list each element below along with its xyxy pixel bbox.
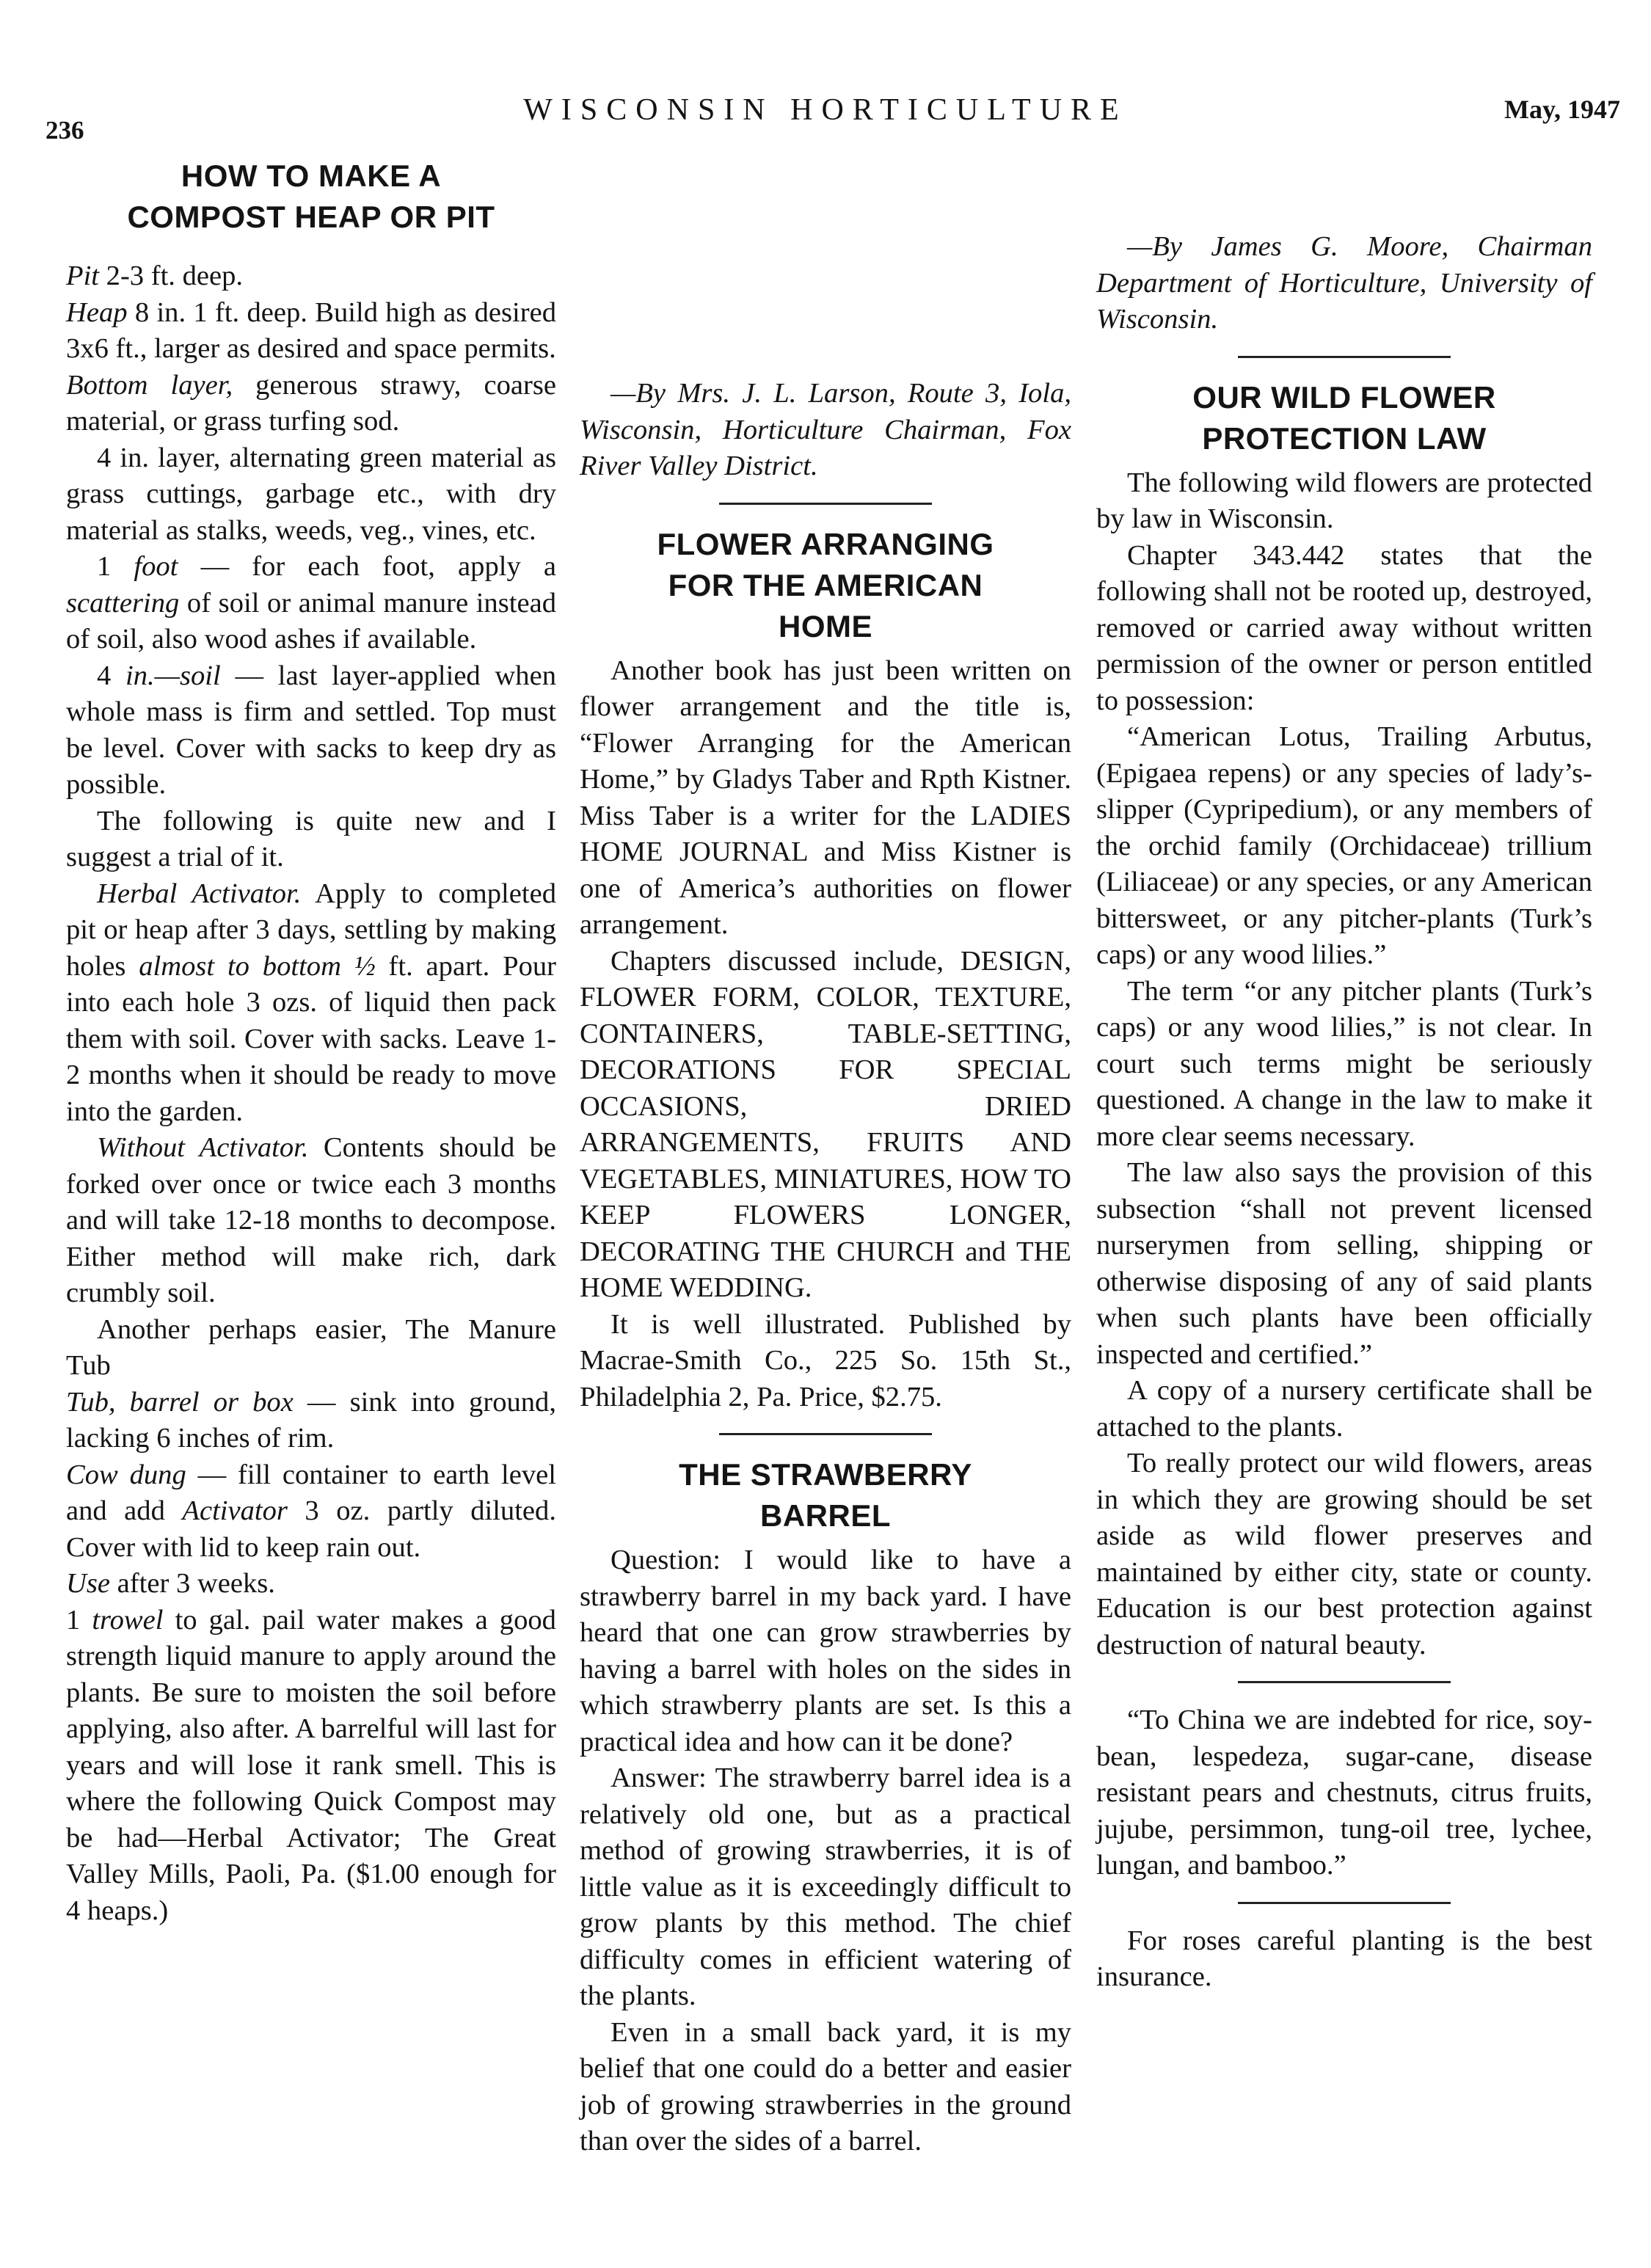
compost-another: Another perhaps easier, The Manure Tub (66, 1313, 556, 1381)
section-divider (1238, 1902, 1451, 1904)
section-divider (1238, 356, 1451, 358)
wildflower-p6: A copy of a nursery certificate shall be attached to the plants. (1096, 1375, 1592, 1443)
column-3 (1096, 156, 1592, 1996)
china-quote: “To China we are indebted for rice, soy-bean, lespedeza, sugar-cane, disease resistant pears and chestnuts, citrus fruits, jujube, persimmon, tung-oil tree, lychee, lungan, and bamboo.” (1096, 1704, 1592, 1881)
compost-soil: 4 in.—soil — last layer-applied when whole mass is firm and settled. Top must be level. Cover with sacks to keep dry as possible. (66, 660, 556, 800)
compost-bottom: Bottom layer, generous strawy, coarse material, or grass turfing sod. (66, 369, 556, 437)
strawberry-credit: —By James G. Moore, Chairman Department of Horticulture, University of Wisconsin. (1096, 231, 1592, 335)
issue-date: May, 1947 (1504, 95, 1620, 124)
section-divider (719, 1433, 932, 1435)
page-number: 236 (45, 116, 84, 145)
column-2 (580, 156, 1071, 2160)
strawberry-article (580, 1454, 1071, 2160)
strawberry-title: THE STRAWBERRY BARREL (679, 1457, 972, 1533)
compost-herbal: Herbal Activator. Apply to completed pit or heap after 3 days, settling by making holes almost to bottom ½ ft. apart. Pour into each hole 3 ozs. of liquid then pack them with soil. Cover with sacks. Leave 1-2 months when it should be ready to move into the garden. (66, 878, 557, 1127)
compost-pit: Pit 2-3 ft. deep. (66, 260, 244, 291)
strawberry-answer2: Even in a small back yard, it is my belief that one could do a better and easier job of growing strawberries in the ground than over the sides of a barrel. (580, 2016, 1071, 2156)
compost-title-line2: COMPOST HEAP OR PIT (127, 200, 495, 234)
compost-layer: 4 in. layer, alternating green material as grass cuttings, garbage etc., with dry material as stalks, weeds, veg., vines, etc. (66, 442, 556, 546)
strawberry-question: Question: I would like to have a strawberry barrel in my back yard. I have heard that one can grow strawberries by having a barrel with holes on the sides in which strawberry plants are set. Is this a practical idea and how can it be done? (580, 1545, 1071, 1757)
compost-credit: —By Mrs. J. L. Larson, Route 3, Iola, Wisconsin, Horticulture Chairman, Fox River Valley District. (580, 378, 1071, 481)
section-divider (719, 503, 932, 505)
wildflower-article (1096, 377, 1592, 1664)
wildflower-p2: Chapter 343.442 states that the following shall not be rooted up, destroyed, removed or carried away without written permission of the owner or person entitled to possession: (1096, 539, 1592, 716)
flower-p3: It is well illustrated. Published by Macrae-Smith Co., 225 So. 15th St., Philadelphia 2, Pa. Price, $2.75. (580, 1308, 1071, 1412)
flower-article (580, 524, 1071, 1416)
wildflower-p7: To really protect our wild flowers, areas in which they are growing should be set aside as wild flower preserves and maintained by either city, state or county. Education is our best protection against destruction of natural beauty. (1096, 1448, 1592, 1660)
compost-foot: 1 foot — for each foot, apply a scattering of soil or animal manure instead of soil, also wood ashes if available. (66, 551, 556, 654)
wildflower-p3: “American Lotus, Trailing Arbutus, (Epigaea repens) or any species of lady’s-slipper (Cypripedium), or any members of the orchid family (Orchidaceae) trillium (Liliaceae) or any species, or any American bittersweet, or any pitcher-plants (Turk’s caps) or any wood lilies.” (1096, 721, 1592, 970)
compost-title-line1: HOW TO MAKE A (181, 158, 442, 193)
strawberry-answer: Answer: The strawberry barrel idea is a relatively old one, but as a practical method of growing strawberries, it is of little value as it is exceedingly difficult to grow plants by this method. The chief difficulty comes in efficient watering of the plants. (580, 1762, 1071, 2011)
compost-title (66, 156, 556, 238)
compost-trowel: 1 trowel to gal. pail water makes a good strength liquid manure to apply around the plants. Be sure to moisten the soil before applying, also after. A barrelful will last for years and will lose it rank smell. This is where the following Quick Compost may be had—Herbal Activator; The Great Valley Mills, Paoli, Pa. ($1.00 enough for 4 heaps.) (66, 1604, 556, 1926)
wildflower-p5: The law also says the provision of this subsection “shall not prevent licensed nurserymen from selling, shipping or otherwise disposing of any of said plants when such plants have been officially inspected and certified.” (1096, 1157, 1592, 1370)
wildflower-title: OUR WILD FLOWER PROTECTION LAW (1192, 379, 1496, 456)
compost-without: Without Activator. Contents should be forked over once or twice each 3 months and will take 12-18 months to decompose. Either method will make rich, dark crumbly soil. (66, 1132, 556, 1308)
roses-note: For roses careful planting is the best insurance. (1096, 1925, 1592, 1992)
wildflower-p1: The following wild flowers are protected by law in Wisconsin. (1096, 467, 1592, 534)
compost-use: Use after 3 weeks. (66, 1568, 275, 1599)
compost-heap: Heap 8 in. 1 ft. deep. Build high as desired 3x6 ft., larger as desired and space permits. (66, 296, 556, 364)
column-1 (66, 156, 556, 1929)
compost-tub: Tub, barrel or box — sink into ground, lacking 6 inches of rim. (66, 1386, 556, 1454)
page-header (0, 87, 1651, 145)
compost-following: The following is quite new and I suggest a trial of it. (66, 805, 556, 872)
compost-article (66, 156, 556, 1929)
compost-cow: Cow dung — fill container to earth level and add Activator 3 oz. partly diluted. Cover with lid to keep rain out. (66, 1459, 556, 1563)
wildflower-p4: The term “or any pitcher plants (Turk’s caps) or any wood lilies,” is not clear. In court such terms might be seriously questioned. A change in the law to make it more clear seems necessary. (1096, 975, 1592, 1152)
flower-p1: Another book has just been written on flower arrangement and the title is, “Flower Arranging for the American Home,” by Gladys Taber and Rpth Kistner. Miss Taber is a writer for the LADIES HOME JOURNAL and Miss Kistner is one of America’s authorities on flower arrangement. (580, 654, 1071, 940)
flower-title: FLOWER ARRANGING FOR THE AMERICAN HOME (657, 526, 994, 643)
flower-p2: Chapters discussed include, DESIGN, FLOWER FORM, COLOR, TEXTURE, CONTAINERS, TABLE-SETTING, DECORATIONS FOR SPECIAL OCCASIONS, DRIED ARRANGEMENTS, FRUITS AND VEGETABLES, MINIATURES, HOW TO KEEP FLOWERS LONGER, DECORATING THE CHURCH and THE HOME WEDDING. (580, 945, 1071, 1303)
running-head: WISCONSIN HORTICULTURE (523, 93, 1128, 127)
section-divider (1238, 1681, 1451, 1683)
